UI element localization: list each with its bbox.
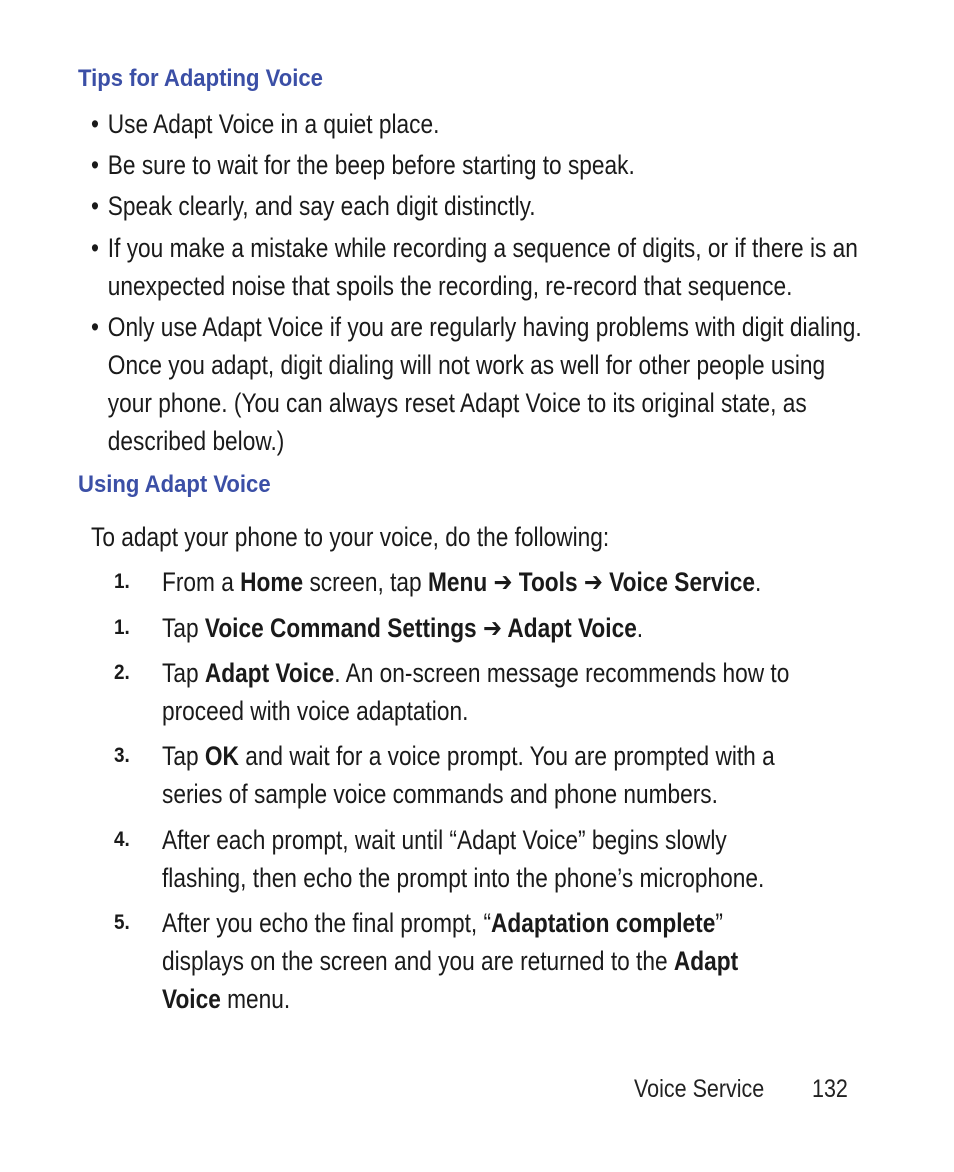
tip-item bbox=[91, 308, 862, 460]
step-text: From a Home screen, tap Menu ➔ Tools ➔ Voice Service. bbox=[162, 567, 762, 597]
tip-text-continued: Once you adapt, digit dialing will not work as well for other people using bbox=[107, 350, 826, 380]
step-number: 1. bbox=[114, 616, 130, 639]
step-text: After you echo the final prompt, “Adaptation complete” displays on the screen and you are returned to the Adapt Voice menu. bbox=[162, 908, 739, 1014]
tip-text: Speak clearly, and say each digit distinctly. bbox=[107, 191, 536, 221]
tip-text: Be sure to wait for the beep before starting to speak. bbox=[107, 150, 635, 180]
tip-text-continued: described below.) bbox=[107, 426, 285, 456]
step-number: 1. bbox=[114, 570, 130, 593]
intro-text: To adapt your phone to your voice, do the following: bbox=[91, 522, 610, 552]
step-text: Tap Voice Command Settings ➔ Adapt Voice. bbox=[162, 613, 644, 643]
bullet-glyph: • bbox=[91, 191, 99, 221]
heading-using: Using Adapt Voice bbox=[78, 471, 271, 498]
tip-item bbox=[91, 229, 858, 305]
step-number: 2. bbox=[114, 661, 130, 684]
tip-text: If you make a mistake while recording a sequence of digits, or if there is an bbox=[107, 233, 858, 263]
step-text: After each prompt, wait until “Adapt Voice” begins slowly flashing, then echo the prompt into the phone’s microphone. bbox=[162, 825, 765, 893]
bullet-glyph: • bbox=[91, 150, 99, 180]
bullet-glyph: • bbox=[91, 233, 99, 263]
step-number: 3. bbox=[114, 744, 130, 767]
step-text: Tap OK and wait for a voice prompt. You are prompted with a series of sample voice commands and phone numbers. bbox=[162, 741, 775, 809]
step-number: 4. bbox=[114, 828, 130, 851]
tip-item bbox=[91, 105, 830, 143]
tip-item bbox=[91, 146, 830, 184]
tip-text-continued: unexpected noise that spoils the recording, re-record that sequence. bbox=[107, 271, 793, 301]
footer-section-title: Voice Service bbox=[634, 1075, 765, 1103]
tip-text: Use Adapt Voice in a quiet place. bbox=[107, 109, 440, 139]
tip-item bbox=[91, 187, 830, 225]
heading-tips: Tips for Adapting Voice bbox=[78, 65, 323, 92]
step-text: Tap Adapt Voice. An on-screen message recommends how to proceed with voice adaptation. bbox=[162, 658, 790, 726]
bullet-glyph: • bbox=[91, 312, 99, 342]
bullet-glyph: • bbox=[91, 109, 99, 139]
page-number: 132 bbox=[812, 1075, 848, 1103]
tip-text-continued: your phone. (You can always reset Adapt Voice to its original state, as bbox=[107, 388, 807, 418]
step-number: 5. bbox=[114, 911, 130, 934]
tip-text: Only use Adapt Voice if you are regularly having problems with digit dialing. bbox=[107, 312, 862, 342]
